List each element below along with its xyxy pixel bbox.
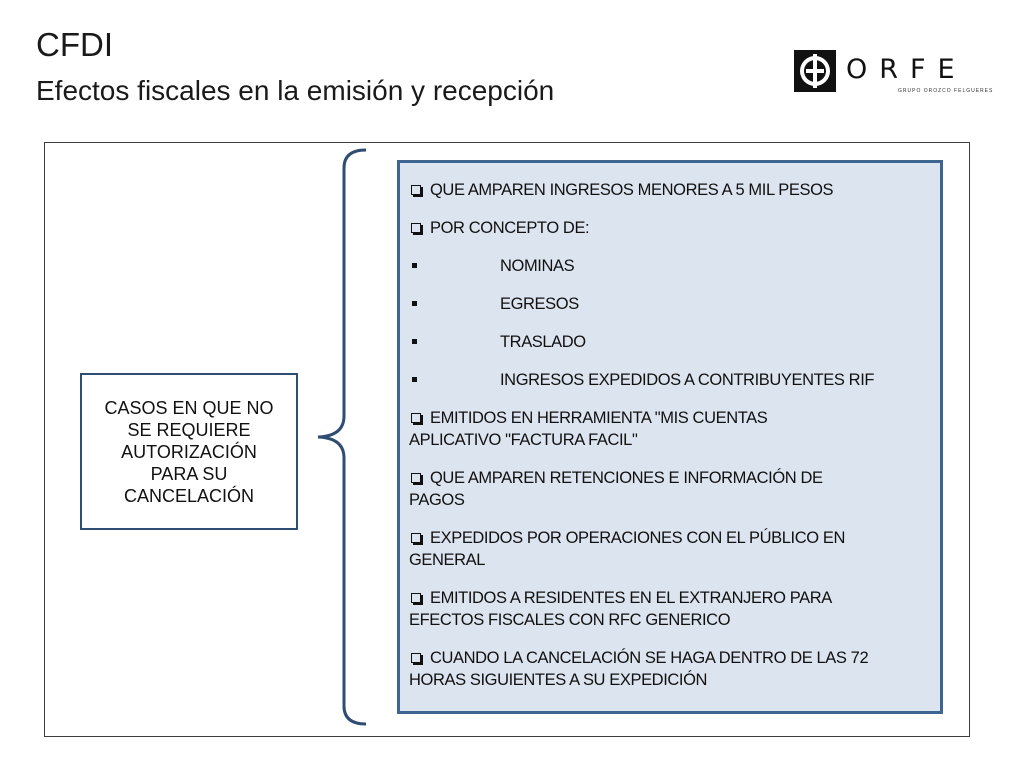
category-line: SE REQUIERE: [127, 419, 251, 440]
list-item: EMITIDOS A RESIDENTES EN EL EXTRANJERO PARA EFECTOS FISCALES CON RFC GENERICO: [409, 589, 832, 629]
category-line: CANCELACIÓN: [123, 485, 255, 506]
category-text: [104, 397, 273, 507]
square-bullet-icon: [412, 377, 417, 382]
list-item: CUANDO LA CANCELACIÓN SE HAGA DENTRO DE LAS 72 HORAS SIGUIENTES A SU EXPEDICIÓN: [409, 649, 869, 689]
square-bullet-icon: [412, 339, 417, 344]
curly-brace: [314, 146, 374, 728]
checkbox-bullet-icon: [411, 533, 421, 543]
category-line: CASOS EN QUE NO: [104, 397, 274, 418]
checkbox-bullet-icon: [411, 185, 421, 195]
list-item: POR CONCEPTO DE:: [409, 217, 928, 239]
orfe-logo: [794, 50, 994, 98]
category-box: [80, 373, 298, 530]
list-subitem: EGRESOS: [409, 293, 928, 315]
logo-wordmark: ORFE: [846, 54, 967, 85]
checkbox-bullet-icon: [411, 223, 421, 233]
logo-tagline: GRUPO OROZCO FELGUERES: [898, 88, 994, 94]
list-subitem: NOMINAS: [409, 255, 928, 277]
category-line: PARA SU: [150, 463, 228, 484]
page-title: CFDI: [36, 26, 113, 63]
category-line: AUTORIZACIÓN: [121, 441, 257, 462]
list-item: EMITIDOS EN HERRAMIENTA "MIS CUENTAS APLICATIVO "FACTURA FACIL": [409, 409, 768, 449]
page-subtitle: Efectos fiscales en la emisión y recepción: [36, 75, 555, 106]
list-item: QUE AMPAREN INGRESOS MENORES A 5 MIL PESOS: [409, 179, 928, 201]
checkbox-bullet-icon: [411, 653, 421, 663]
checkbox-bullet-icon: [411, 473, 421, 483]
orfe-logo-icon: [794, 50, 836, 92]
square-bullet-icon: [412, 301, 417, 306]
checkbox-bullet-icon: [411, 593, 421, 603]
cases-list: [397, 160, 943, 714]
list-item: EXPEDIDOS POR OPERACIONES CON EL PÚBLICO EN GENERAL: [409, 529, 845, 569]
list-subitem: INGRESOS EXPEDIDOS A CONTRIBUYENTES RIF: [409, 369, 928, 391]
list-subitem: TRASLADO: [409, 331, 928, 353]
square-bullet-icon: [412, 263, 417, 268]
list-item: QUE AMPAREN RETENCIONES E INFORMACIÓN DE PAGOS: [409, 469, 823, 509]
checkbox-bullet-icon: [411, 413, 421, 423]
